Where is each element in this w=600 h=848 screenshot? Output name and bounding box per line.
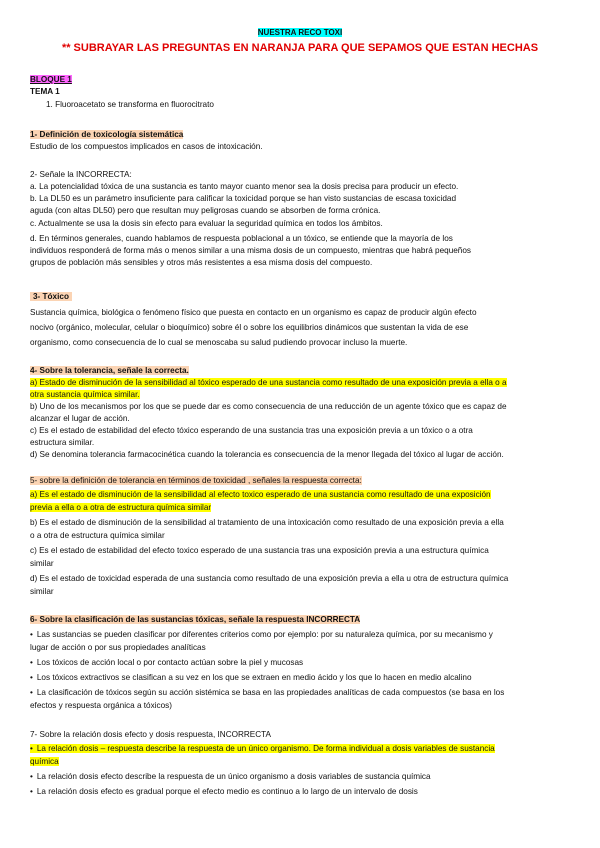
q5-option-d: d) Es el estado de toxicidad esperada de una sustancia como resultado de una exposición previa a ella u otra de estructura química	[30, 574, 509, 583]
q7-bullet-1: • La relación dosis – respuesta describe la respuesta de un único organismo. De forma individual a dosis variables de sustancia	[30, 743, 574, 755]
document-title: NUESTRA RECO TOXI	[257, 28, 343, 37]
q1-answer: Estudio de los compuestos implicados en casos de intoxicación.	[30, 142, 263, 151]
q5-option-c-cont: similar	[30, 559, 54, 568]
q2-option-b-cont: aguda (con altas DL50) pero que resultan muy peligrosas cuando se absorben de forma crónica.	[30, 206, 381, 215]
document-subtitle: ** SUBRAYAR LAS PREGUNTAS EN NARANJA PARA QUE SEPAMOS QUE ESTAN HECHAS	[61, 42, 539, 54]
q2-title: 2- Señale la INCORRECTA:	[30, 170, 132, 179]
q6-bullet-1: • Las sustancias se pueden clasificar por diferentes criterios como por ejemplo: por su naturaleza química, por su mecanismo y	[30, 629, 574, 641]
q2-option-d-cont2: grupos de población más sensibles y otros más resistentes a esa misma dosis del compuesto.	[30, 258, 373, 267]
q6-bullet-4: • La clasificación de tóxicos según su acción sistémica se basa en las propiedades analíticas de cada compuestos (se basa en los	[30, 687, 574, 699]
item-1: 1. Fluoroacetato se transforma en fluorocitrato	[46, 100, 214, 109]
q3-line-2: nocivo (orgánico, molecular, celular o bioquímico) sobre él o sobre los equilibrios dinámicos que sustentan la vida de ese	[30, 323, 469, 332]
q2-option-d-cont: individuos responderá de forma más o menos similar a una misma dosis de un compuesto, mientras que habrá pequeños	[30, 246, 471, 255]
q7-bullet-3: • La relación dosis efecto es gradual porque el efecto medio es continuo a lo largo de un intervalo de dosis	[30, 786, 574, 798]
q3-line-3: organismo, como consecuencia de lo cual se menoscaba su salud pudiendo provocar incluso la muerte.	[30, 338, 408, 347]
q5-option-b-cont: o a otra de estructura química similar	[30, 531, 165, 540]
q5-title: 5- sobre la definición de tolerancia en términos de toxicidad , señales la respuesta correcta:	[30, 476, 362, 485]
q3-title: 3- Tóxico	[30, 291, 574, 303]
q6-bullet-4-cont: efectos y respuesta orgánica a tóxicos)	[30, 701, 172, 710]
q2-option-b: b. La DL50 es un parámetro insuficiente para calificar la toxicidad porque se han visto sustancias de escasa toxicidad	[30, 194, 456, 203]
q5-option-a: a) Es el estado de disminución de la sensibilidad al efecto toxico esperado de una sustancia como resultado de una exposición	[30, 490, 491, 499]
q5-option-a-cont: previa a ella o a otra de estructura química similar	[30, 503, 212, 512]
q6-bullet-2: • Los tóxicos de acción local o por contacto actúan sobre la piel y mucosas	[30, 657, 574, 669]
q4-title: 4- Sobre la tolerancia, señale la correcta.	[30, 366, 189, 375]
q4-option-c: c) Es el estado de estabilidad del efecto tóxico esperando de una sustancia tras una exposición previa a un tóxico o a otra	[30, 426, 473, 435]
q1-title: 1- Definición de toxicología sistemática	[30, 130, 184, 139]
q4-option-b-cont: alcanzar el lugar de acción.	[30, 414, 130, 423]
q6-bullet-1-cont: lugar de acción o por sus propiedades analíticas	[30, 643, 206, 652]
q5-option-d-cont: similar	[30, 587, 54, 596]
q2-option-a: a. La potencialidad tóxica de una sustancia es tanto mayor cuanto menor sea la dosis precisa para producir un efecto.	[30, 182, 459, 191]
q4-option-a: a) Estado de disminución de la sensibilidad al tóxico esperado de una sustancia como resultado de una exposición previa a ella o a	[30, 378, 507, 387]
q4-option-d: d) Se denomina tolerancia farmacocinética cuando la tolerancia es consecuencia de la menor llegada del tóxico al lugar de acción.	[30, 450, 504, 459]
q5-option-b: b) Es el estado de disminución de la sensibilidad al tratamiento de una intoxicación como resultado de una exposición previa a ella	[30, 518, 504, 527]
q2-option-c: c. Actualmente se usa la dosis sin efecto para evaluar la seguridad química en todos los ámbitos.	[30, 219, 383, 228]
block-label: BLOQUE 1	[30, 75, 72, 84]
q6-bullet-3: • Los tóxicos extractivos se clasifican a su vez en los que se extraen en medio ácido y los que lo hacen en medio alcalino	[30, 672, 574, 684]
q5-option-c: c) Es el estado de estabilidad del efecto toxico esperado de una sustancia tras una exposición previa a una estructura química	[30, 546, 489, 555]
q7-bullet-1-cont: química	[30, 757, 59, 766]
q2-option-d: d. En términos generales, cuando hablamos de respuesta poblacional a un tóxico, se entiende que la mayoría de los	[30, 234, 453, 243]
q3-line-1: Sustancia química, biológica o fenómeno físico que puesta en contacto en un organismo es capaz de producir algún efecto	[30, 308, 477, 317]
q4-option-b: b) Uno de los mecanismos por los que se puede dar es como consecuencia de una reducción de un agente tóxico que es capaz de	[30, 402, 507, 411]
q4-option-c-cont: estructura similar.	[30, 438, 95, 447]
q6-title: 6- Sobre la clasificación de las sustancias tóxicas, señale la respuesta INCORRECTA	[30, 615, 361, 624]
q7-title: 7- Sobre la relación dosis efecto y dosis respuesta, INCORRECTA	[30, 730, 272, 739]
q4-option-a-cont: otra sustancia química similar.	[30, 390, 140, 399]
q7-bullet-2: • La relación dosis efecto describe la respuesta de un único organismo a dosis variables de sustancia química	[30, 771, 574, 783]
theme-label: TEMA 1	[30, 87, 60, 96]
